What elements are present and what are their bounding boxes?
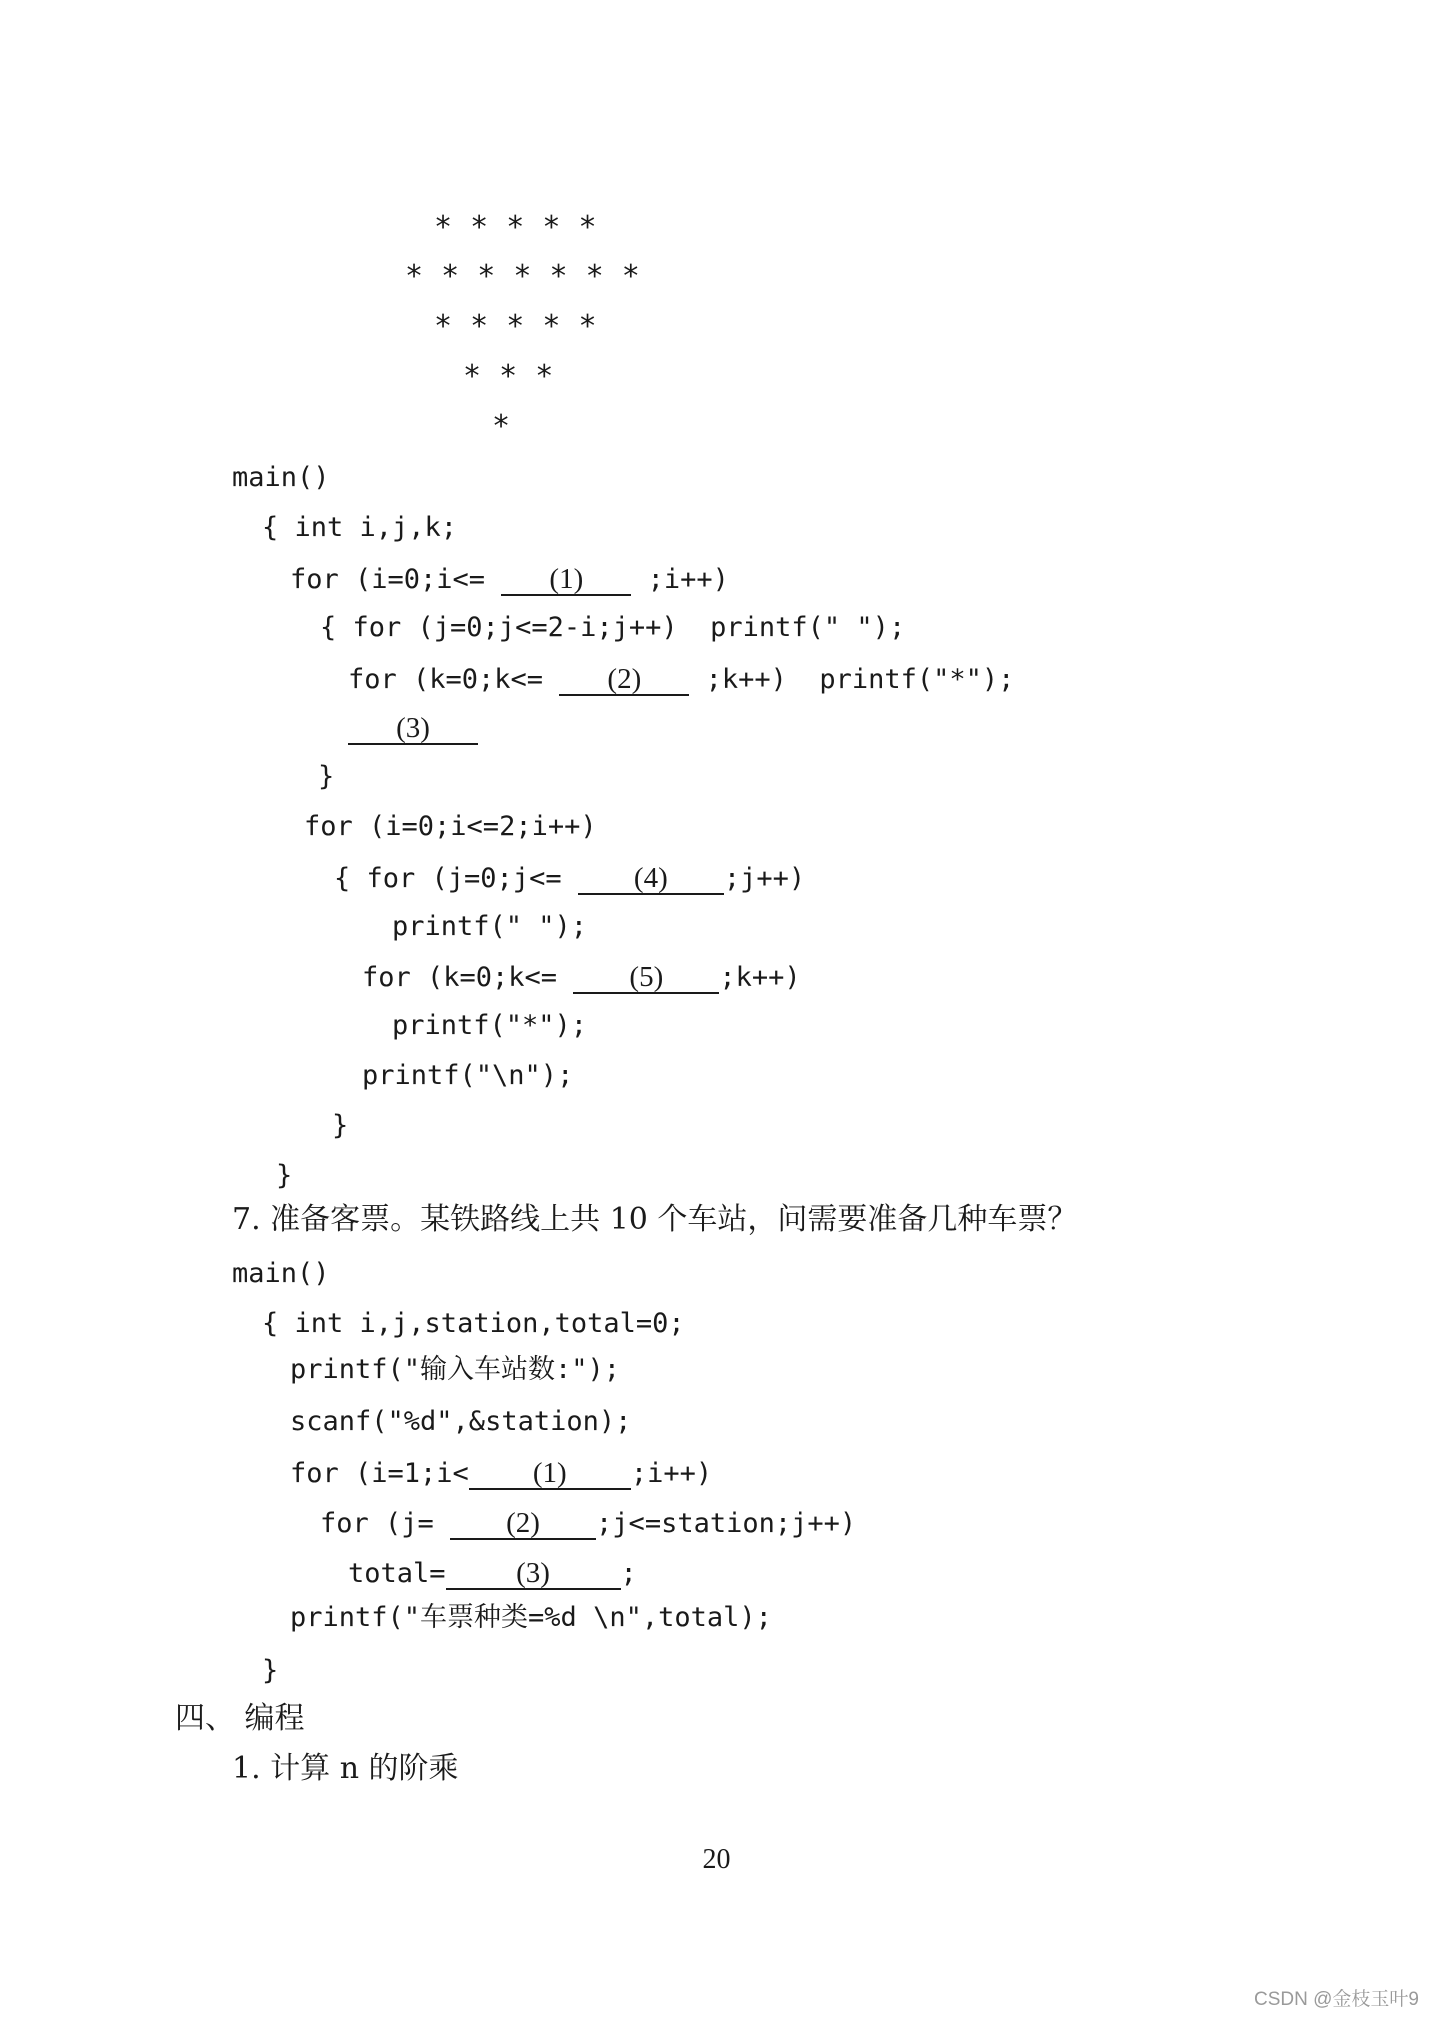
q7-printf-input: printf("输入车站数:"); <box>290 1354 621 1385</box>
watermark: CSDN @金枝玉叶9 <box>1254 1989 1419 2010</box>
code-main: main() <box>232 462 330 493</box>
code-printf-newline: printf("\n"); <box>362 1060 574 1091</box>
blank-3: (3) <box>348 713 478 745</box>
q7-blank-3: (3) <box>446 1558 621 1590</box>
pattern-row-4: * * * <box>463 359 554 394</box>
q7-printf-result: printf("车票种类=%d \n",total); <box>290 1602 772 1633</box>
code-decl: { int i,j,k; <box>262 512 458 543</box>
q7-decl: { int i,j,station,total=0; <box>262 1308 685 1339</box>
code-for-k: for (k=0;k<= (2) ;k++) printf("*"); <box>348 663 1015 695</box>
blank-5: (5) <box>573 962 719 994</box>
pattern-row-5: * <box>492 409 511 444</box>
q7-blank-1: (1) <box>469 1458 631 1490</box>
q7-total: total= (3) ; <box>348 1557 637 1589</box>
q7-for-j: for (j= (2) ;j<=station;j++) <box>320 1507 857 1539</box>
q7-close: } <box>262 1655 279 1686</box>
code-for-i: for (i=0;i<= (1) ;i++) <box>290 563 729 595</box>
q7-for-i: for (i=1;i< (1) ;i++) <box>290 1457 713 1489</box>
code-close-1: } <box>318 761 335 792</box>
page-number: 20 <box>702 1844 731 1875</box>
blank-4: (4) <box>578 863 724 895</box>
question-7-heading: 7. 准备客票。某铁路线上共 10 个车站，问需要准备几种车票？ <box>232 1202 1078 1237</box>
code-printf-star: printf("*"); <box>392 1010 588 1041</box>
pattern-row-1: * * * * * <box>434 210 597 245</box>
q7-scanf: scanf("%d",&station); <box>290 1406 632 1437</box>
code-blank-3 <box>348 713 478 745</box>
blank-1: (1) <box>501 564 631 596</box>
pattern-row-2: * * * * * * * <box>405 259 640 294</box>
code-for-j: { for (j=0;j<=2-i;j++) printf(" "); <box>320 612 906 643</box>
q7-main: main() <box>232 1258 330 1289</box>
code-for-k-2: for (k=0;k<= (5) ;k++) <box>362 961 801 993</box>
section-4-heading: 四、 编程 <box>175 1701 305 1736</box>
blank-2: (2) <box>559 664 689 696</box>
code-close-2: } <box>332 1110 349 1141</box>
q7-blank-2: (2) <box>450 1508 596 1540</box>
code-printf-space: printf(" "); <box>392 911 588 942</box>
code-close-3: } <box>276 1160 293 1191</box>
code-for-i-2: for (i=0;i<=2;i++) <box>304 811 597 842</box>
pattern-row-3: * * * * * <box>434 309 597 344</box>
code-for-j-2: { for (j=0;j<= (4) ;j++) <box>334 862 806 894</box>
section-4-item-1: 1. 计算 n 的阶乘 <box>232 1751 459 1786</box>
